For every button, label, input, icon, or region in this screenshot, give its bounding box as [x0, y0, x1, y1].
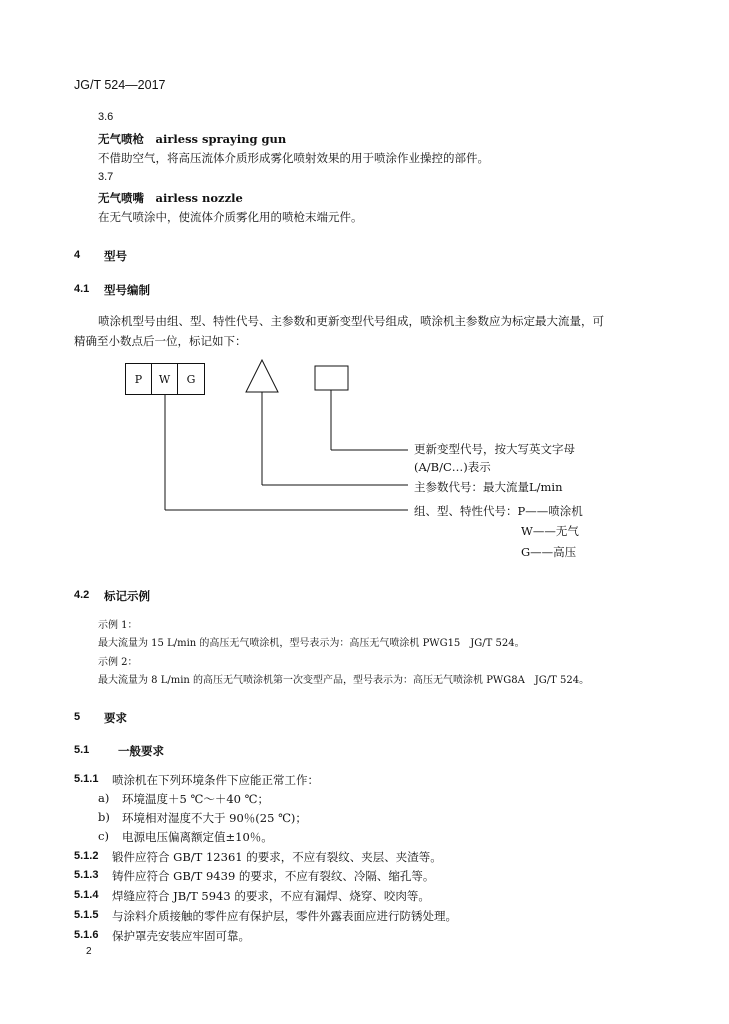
update-code-box [315, 366, 348, 390]
section-3-6-number: 3.6 [98, 111, 114, 123]
clause-5-1-5-number: 5.1.5 [74, 909, 99, 921]
section-3-6-term: 无气喷枪 airless spraying gun [98, 132, 287, 146]
code-box-p: P [125, 363, 152, 395]
clause-5-1-3-number: 5.1.3 [74, 869, 99, 881]
page-number: 2 [86, 946, 92, 957]
section-4-2-number: 4.2 [74, 589, 90, 601]
clause-5-1-4-number: 5.1.4 [74, 889, 99, 901]
clause-5-1-3-text: 铸件应符合 GB/T 9439 的要求，不应有裂纹、冷隔、缩孔等。 [112, 869, 435, 883]
example-1-title: 示例 1： [98, 620, 138, 631]
clause-5-1-1-number: 5.1.1 [74, 773, 99, 785]
clause-5-1-1-item-b-text: 环境相对湿度不大于 90％(25 ℃)； [122, 811, 307, 825]
section-3-6-definition: 不借助空气，将高压流体介质形成雾化喷射效果的用于喷涂作业操控的部件。 [98, 151, 489, 165]
clause-5-1-1-text: 喷涂机在下列环境条件下应能正常工作： [112, 773, 319, 787]
main-param-triangle [246, 360, 278, 392]
section-4-1-title: 型号编制 [104, 283, 150, 297]
clause-5-1-1-item-c-marker: c) [98, 829, 109, 843]
section-5-1-number: 5.1 [74, 744, 90, 756]
label-update-line2: (A/B/C…)表示 [414, 460, 491, 474]
clause-5-1-4-text: 焊缝应符合 JB/T 5943 的要求，不应有漏焊、烧穿、咬肉等。 [112, 889, 430, 903]
section-4-1-number: 4.1 [74, 283, 90, 295]
section-5-number: 5 [74, 711, 81, 723]
section-4-1-para-line1: 喷涂机型号由组、型、特性代号、主参数和更新变型代号组成，喷涂机主参数应为标定最大流量，可 [98, 314, 604, 328]
section-3-7-number: 3.7 [98, 171, 114, 183]
label-update-line1: 更新变型代号，按大写英文字母 [414, 442, 575, 456]
clause-5-1-1-item-b-marker: b) [98, 810, 110, 824]
clause-5-1-2-number: 5.1.2 [74, 850, 99, 862]
label-main-param: 主参数代号：最大流量L/min [414, 480, 563, 494]
section-4-title: 型号 [104, 249, 127, 263]
label-g-code: G——高压 [521, 545, 577, 559]
clause-5-1-2-text: 锻件应符合 GB/T 12361 的要求，不应有裂纹、夹层、夹渣等。 [112, 850, 442, 864]
clause-5-1-5-text: 与涂料介质接触的零件应有保护层，零件外露表面应进行防锈处理。 [112, 909, 457, 923]
clause-5-1-1-item-c-text: 电源电压偏离额定值±10％。 [122, 830, 273, 844]
example-2-title: 示例 2： [98, 657, 138, 668]
label-w-code: W——无气 [521, 524, 579, 538]
code-box-g: G [177, 363, 205, 395]
label-group-code: 组、型、特性代号：P——喷涂机 [414, 504, 583, 518]
clause-5-1-1-item-a-text: 环境温度＋5 ℃～＋40 ℃； [122, 792, 269, 806]
section-4-number: 4 [74, 249, 81, 261]
section-3-7-term: 无气喷嘴 airless nozzle [98, 191, 243, 205]
example-2-text: 最大流量为 8 L/min 的高压无气喷涂机第一次变型产品，型号表示为：高压无气喷涂机 PWG8A JG/T 524。 [98, 675, 590, 686]
clause-5-1-6-number: 5.1.6 [74, 929, 99, 941]
code-box-w: W [151, 363, 178, 395]
section-3-7-definition: 在无气喷涂中，使流体介质雾化用的喷枪末端元件。 [98, 210, 363, 224]
section-4-1-para-line2: 精确至小数点后一位，标记如下： [74, 334, 247, 348]
example-1-text: 最大流量为 15 L/min 的高压无气喷涂机，型号表示为：高压无气喷涂机 PWG15 JG/T 524。 [98, 638, 525, 649]
section-4-2-title: 标记示例 [104, 589, 150, 603]
section-5-title: 要求 [104, 711, 127, 725]
standard-number: JG/T 524—2017 [74, 78, 166, 92]
section-5-1-title: 一般要求 [118, 744, 164, 758]
clause-5-1-6-text: 保护罩壳安装应牢固可靠。 [112, 929, 250, 943]
clause-5-1-1-item-a-marker: a) [98, 791, 110, 805]
